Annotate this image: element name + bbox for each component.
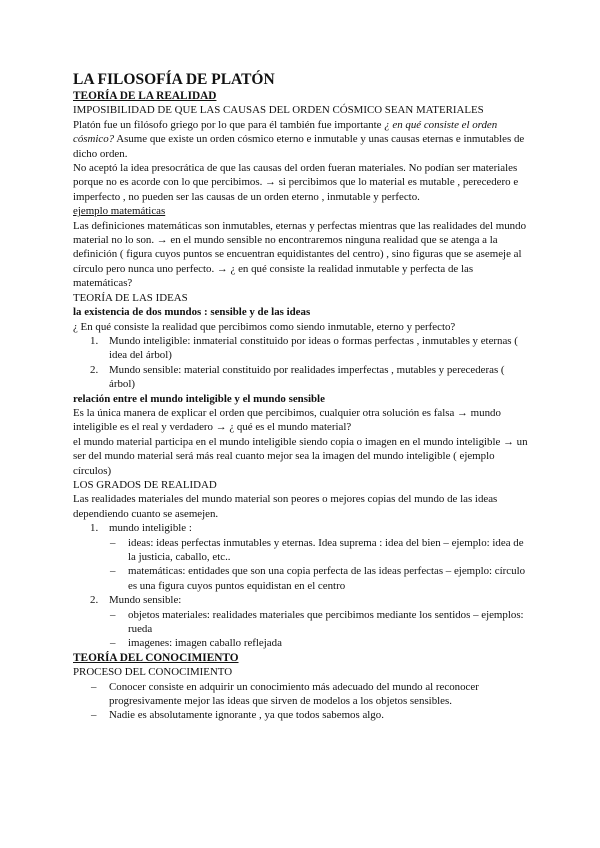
list-item xyxy=(110,636,533,650)
paragraph-participa: el mundo material participa en el mundo inteligible siendo copia o imagen en el mundo inteligible → un ser del mundo material será más real cuanto mejor sea la imagen del mundo inteligible ( ejemplo círculos) xyxy=(73,435,528,477)
list-number: 2. xyxy=(90,363,99,376)
paragraph-copias: Las realidades materiales del mundo material son peores o mejores copias del mundo de las ideas dependiendo cuanto se asemejen. xyxy=(73,493,498,520)
list-item-text: ideas: ideas perfectas inmutables y eternas. Idea suprema : idea del bien – ejemplo: idea de la justicia, caballo, etc.. xyxy=(128,536,524,563)
list-item-text: matemáticas: entidades que son una copia perfecta de las ideas perfectas – ejemplo: círculo es una figura cuyos puntos equidistan en el centro xyxy=(128,565,526,592)
grados-list-2 xyxy=(73,593,533,607)
section-heading-conocimiento: TEORÍA DEL CONOCIMIENTO xyxy=(73,651,239,664)
grados-list xyxy=(73,521,533,535)
list-item xyxy=(73,593,533,607)
paragraph-platon-question: ¿ en qué consiste el orden cósmico? xyxy=(73,118,498,146)
paragraph-platon-a: Platón fue un filósofo griego por lo que para él también fue importante xyxy=(73,118,385,131)
conocimiento-list xyxy=(91,680,533,723)
inteligible-sublist xyxy=(110,536,533,594)
subheading-imposibilidad: IMPOSIBILIDAD DE QUE LAS CAUSAS DEL ORDEN CÓSMICO SEAN MATERIALES xyxy=(73,104,484,117)
paragraph-presocratica: No aceptó la idea presocrática de que las causas del orden fueran materiales. No podían ser materiales porque no es acorde con lo que percibimos. → si percibimos que lo material es mutable , perecedero e imperfecto , no pueden ser las causas de un orden eterno , inmutable y perfecto. xyxy=(73,162,519,203)
list-item-label: mundo inteligible : xyxy=(109,522,192,535)
list-item-text: Mundo sensible: material constituido por realidades imperfectas , mutables y perecederas ( árbol) xyxy=(109,363,505,391)
list-item-label: Mundo sensible: xyxy=(109,594,182,607)
list-item xyxy=(91,680,533,709)
paragraph-orden: Es la única manera de explicar el orden que percibimos, cualquier otra solución es falsa → mundo inteligible es el real y verdadero → ¿ qué es el mundo material? xyxy=(73,406,501,434)
list-item xyxy=(73,363,533,392)
list-item xyxy=(110,608,533,637)
subheading-ejemplo: ejemplo matemáticas xyxy=(73,205,166,218)
paragraph-matematicas: Las definiciones matemáticas son inmutables, eternas y perfectas mientras que las realidades del mundo material no lo son. → en el mundo sensible no encontraremos ninguna realidad que se atenga a la definición ( figura cuyos puntos se encuentran equidistantes del centro) , sino figuras que se asemeje al círculo pero nunca uno perfecto. → ¿ en qué consiste la realidad inmutable y perfecta de las matemáticas? xyxy=(73,219,527,290)
bold-heading-dos-mundos: la existencia de dos mundos : sensible y de las ideas xyxy=(73,306,311,319)
paragraph-platon xyxy=(73,118,533,161)
list-item xyxy=(73,521,533,535)
section-heading-realidad: TEORÍA DE LA REALIDAD xyxy=(73,90,217,102)
list-item xyxy=(110,536,533,565)
bold-heading-relacion: relación entre el mundo inteligible y el mundo sensible xyxy=(73,392,325,405)
list-number: 1. xyxy=(90,334,99,347)
list-item xyxy=(91,708,533,722)
question-realidad: ¿ En qué consiste la realidad que percibimos como siendo inmutable, eterno y perfecto? xyxy=(73,320,456,333)
dash-bullet: – xyxy=(110,565,116,578)
subheading-proceso: PROCESO DEL CONOCIMIENTO xyxy=(73,666,233,679)
list-item-text: objetos materiales: realidades materiales que percibimos mediante los sentidos – ejemplos: rueda xyxy=(128,608,524,636)
subheading-ideas: TEORÍA DE LAS IDEAS xyxy=(73,291,188,304)
list-item xyxy=(110,564,533,593)
mundos-list xyxy=(73,334,533,392)
document-page xyxy=(73,70,533,723)
list-item-text: Conocer consiste en adquirir un conocimiento más adecuado del mundo al reconocer progresivamente mejor las ideas que sirven de modelos a los objetos sensibles. xyxy=(109,680,479,708)
page-title: LA FILOSOFÍA DE PLATÓN xyxy=(73,71,275,88)
list-item xyxy=(73,334,533,363)
dash-bullet: – xyxy=(110,637,116,650)
list-number: 2. xyxy=(90,594,99,607)
paragraph-platon-c: Asume que existe un orden cósmico eterno e inmutable y unas causas eternas e inmutables de dicho orden. xyxy=(73,133,525,160)
list-item-text: imagenes: imagen caballo reflejada xyxy=(128,637,282,650)
list-number: 1. xyxy=(90,522,99,535)
dash-bullet: – xyxy=(91,680,97,693)
list-item-text: Mundo inteligible: inmaterial constituido por ideas o formas perfectas , inmutables y eternas ( idea del árbol) xyxy=(109,334,518,362)
list-item-text: Nadie es absolutamente ignorante , ya que todos sabemos algo. xyxy=(109,709,384,722)
subheading-grados: LOS GRADOS DE REALIDAD xyxy=(73,478,217,491)
dash-bullet: – xyxy=(110,608,116,621)
dash-bullet: – xyxy=(91,709,97,722)
dash-bullet: – xyxy=(110,536,116,549)
sensible-sublist xyxy=(110,608,533,651)
